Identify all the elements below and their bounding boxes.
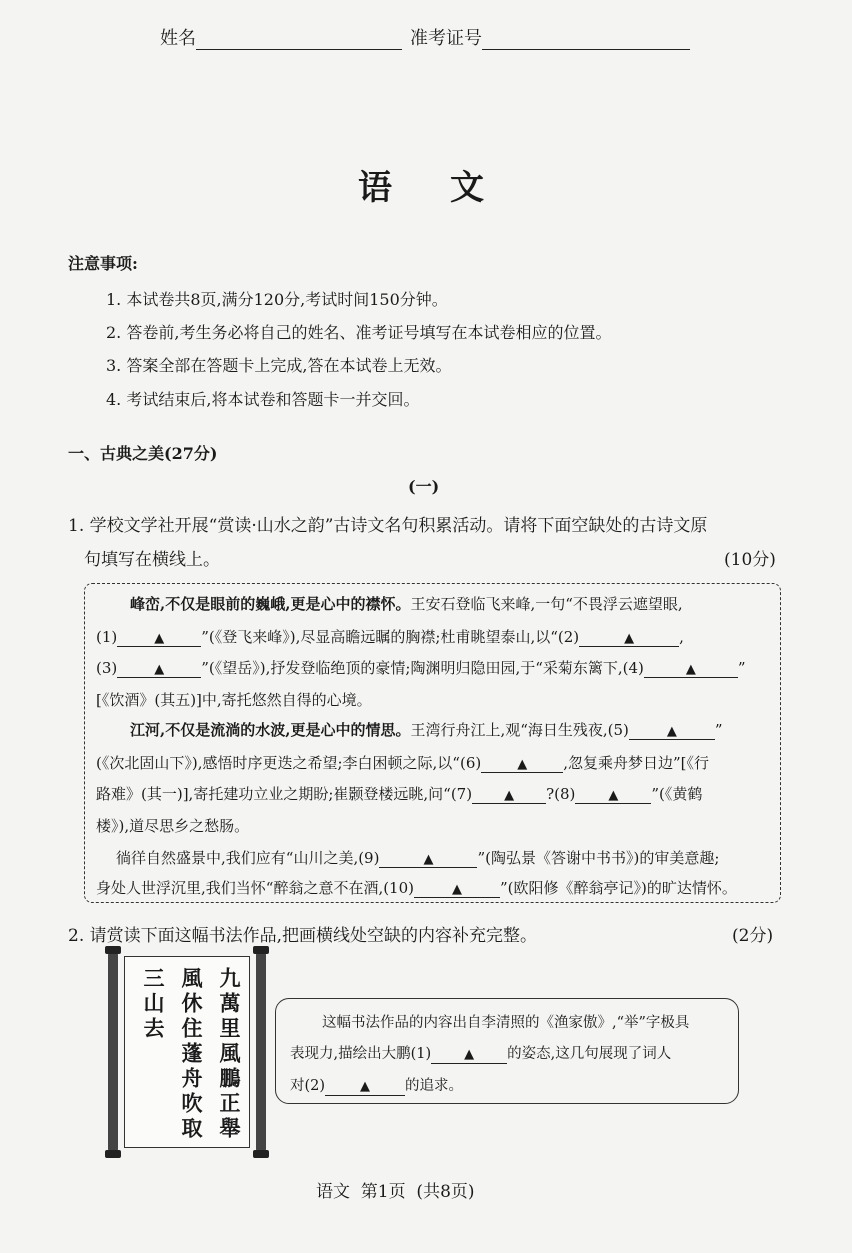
sub-heading: (一): [408, 477, 440, 496]
triangle-icon: ▲: [423, 852, 434, 867]
notice-item: 1. 本试卷共8页,满分120分,考试时间150分钟。: [106, 290, 448, 309]
exam-id-blank[interactable]: [482, 31, 690, 50]
box-text: 王湾行舟江上,观“海日生残夜,(5): [410, 721, 629, 739]
triangle-icon: ▲: [154, 631, 165, 646]
triangle-icon: ▲: [504, 788, 515, 803]
box-text: 徜徉自然盛景中,我们应有“山川之美,(9): [116, 849, 380, 867]
page-title: 语文: [358, 168, 542, 208]
question-1-text-cont: 句填写在横线上。: [84, 550, 220, 570]
question-2-score: (2分): [732, 926, 774, 946]
name-label: 姓名: [160, 28, 196, 49]
triangle-icon: ▲: [685, 662, 696, 677]
box-line-7: [96, 783, 702, 804]
page-footer: 语文 第1页 (共8页): [316, 1182, 475, 1202]
box-line-1: [130, 593, 683, 614]
section-heading: 一、古典之美(27分): [68, 444, 218, 463]
answer-blank-1[interactable]: [117, 629, 201, 647]
box-text: 身处人世浮沉里,我们当怀“醉翁之意不在酒,(10): [96, 879, 414, 897]
box-line-10: [96, 877, 737, 898]
box-text: ?(8): [546, 785, 576, 803]
name-field[interactable]: [160, 24, 402, 50]
triangle-icon: ▲: [666, 724, 677, 739]
scroll-paper: [124, 956, 250, 1148]
box-text: 对(2): [290, 1078, 326, 1094]
q2-box-line-1: 这幅书法作品的内容出自李清照的《渔家傲》,“举”字极具: [322, 1015, 690, 1031]
q2-answer-blank-1[interactable]: [431, 1046, 507, 1064]
triangle-icon: ▲: [464, 1047, 475, 1062]
triangle-icon: ▲: [624, 631, 635, 646]
box-text: 表现力,描绘出大鹏(1): [290, 1046, 432, 1062]
box-line-5: [130, 719, 723, 740]
box-text: 王安石登临飞来峰,一句“不畏浮云遮望眼,: [410, 595, 683, 613]
box-bold-lead: 江河,不仅是流淌的水波,更是心中的情思。: [130, 721, 411, 739]
box-line-9: [116, 847, 719, 868]
box-text: ”(《望岳》),抒发登临绝顶的豪情;陶渊明归隐田园,于“采菊东篱下,(4): [201, 659, 644, 677]
box-text: ”(陶弘景《答谢中书书》)的审美意趣;: [477, 849, 720, 867]
exam-id-field[interactable]: [410, 24, 690, 50]
question-1-score: (10分): [724, 550, 776, 570]
answer-blank-4[interactable]: [644, 660, 738, 678]
box-line-8: 楼》),道尽思乡之愁肠。: [96, 817, 250, 835]
triangle-icon: ▲: [452, 882, 462, 897]
box-line-4: [《饮酒》(其五)]中,寄托悠然自得的心境。: [96, 691, 372, 709]
calligraphy-column-2: 風休住蓬舟吹取: [179, 967, 204, 1142]
question-2-text: 2. 请赏读下面这幅书法作品,把画横线处空缺的内容补充完整。: [68, 926, 538, 946]
box-text: ”: [737, 659, 746, 677]
question-1-text: 1. 学校文学社开展“赏读·山水之韵”古诗文名句积累活动。请将下面空缺处的古诗文原: [68, 516, 708, 536]
blank-number: (1): [96, 628, 118, 646]
box-bold-lead: 峰峦,不仅是眼前的巍峨,更是心中的襟怀。: [130, 595, 411, 613]
box-text: ”: [714, 721, 723, 739]
answer-blank-10[interactable]: [414, 880, 500, 898]
notice-item: 2. 答卷前,考生务必将自己的姓名、准考证号填写在本试卷相应的位置。: [106, 323, 612, 342]
calligraphy-column-1: 九萬里風鵬正舉: [217, 967, 242, 1142]
notice-heading: 注意事项:: [68, 254, 138, 273]
calligraphy-scroll: [108, 952, 266, 1152]
scroll-rod-right: [256, 952, 266, 1152]
answer-blank-7[interactable]: [472, 786, 546, 804]
triangle-icon: ▲: [154, 662, 165, 677]
calligraphy-column-3: 三山去: [141, 967, 166, 1042]
answer-blank-3[interactable]: [117, 660, 201, 678]
triangle-icon: ▲: [360, 1079, 371, 1094]
box-text: ,: [679, 628, 684, 646]
q2-box-line-2: [290, 1042, 671, 1064]
box-text: ”(《登飞来峰》),尽显高瞻远瞩的胸襟;杜甫眺望泰山,以“(2): [201, 628, 580, 646]
box-text: ”(《黄鹤: [651, 785, 703, 803]
triangle-icon: ▲: [608, 788, 619, 803]
box-text: ”(欧阳修《醉翁亭记》)的旷达情怀。: [500, 879, 737, 897]
answer-blank-6[interactable]: [481, 755, 563, 773]
name-blank[interactable]: [196, 31, 402, 50]
answer-blank-8[interactable]: [575, 786, 651, 804]
box-line-2: [96, 626, 684, 647]
triangle-icon: ▲: [517, 757, 528, 772]
q2-answer-blank-2[interactable]: [325, 1078, 405, 1096]
box-text: (《次北固山下》),感悟时序更迭之希望;李白困顿之际,以“(6): [96, 754, 482, 772]
answer-blank-9[interactable]: [379, 850, 477, 868]
q2-box-line-3: [290, 1074, 463, 1096]
answer-blank-5[interactable]: [629, 722, 715, 740]
exam-id-label: 准考证号: [410, 28, 482, 49]
blank-number: (3): [96, 659, 118, 677]
scroll-rod-left: [108, 952, 118, 1152]
box-line-3: [96, 657, 746, 678]
answer-blank-2[interactable]: [579, 629, 679, 647]
box-text: 的追求。: [405, 1078, 464, 1094]
box-text: 的姿态,这几句展现了词人: [507, 1046, 672, 1062]
box-text: 路难》(其一)],寄托建功立业之期盼;崔颢登楼远眺,问“(7): [96, 785, 473, 803]
box-text: ,忽复乘舟梦日边”[《行: [563, 754, 710, 772]
box-line-6: [96, 752, 709, 773]
notice-item: 3. 答案全部在答题卡上完成,答在本试卷上无效。: [106, 356, 452, 375]
notice-item: 4. 考试结束后,将本试卷和答题卡一并交回。: [106, 390, 420, 409]
